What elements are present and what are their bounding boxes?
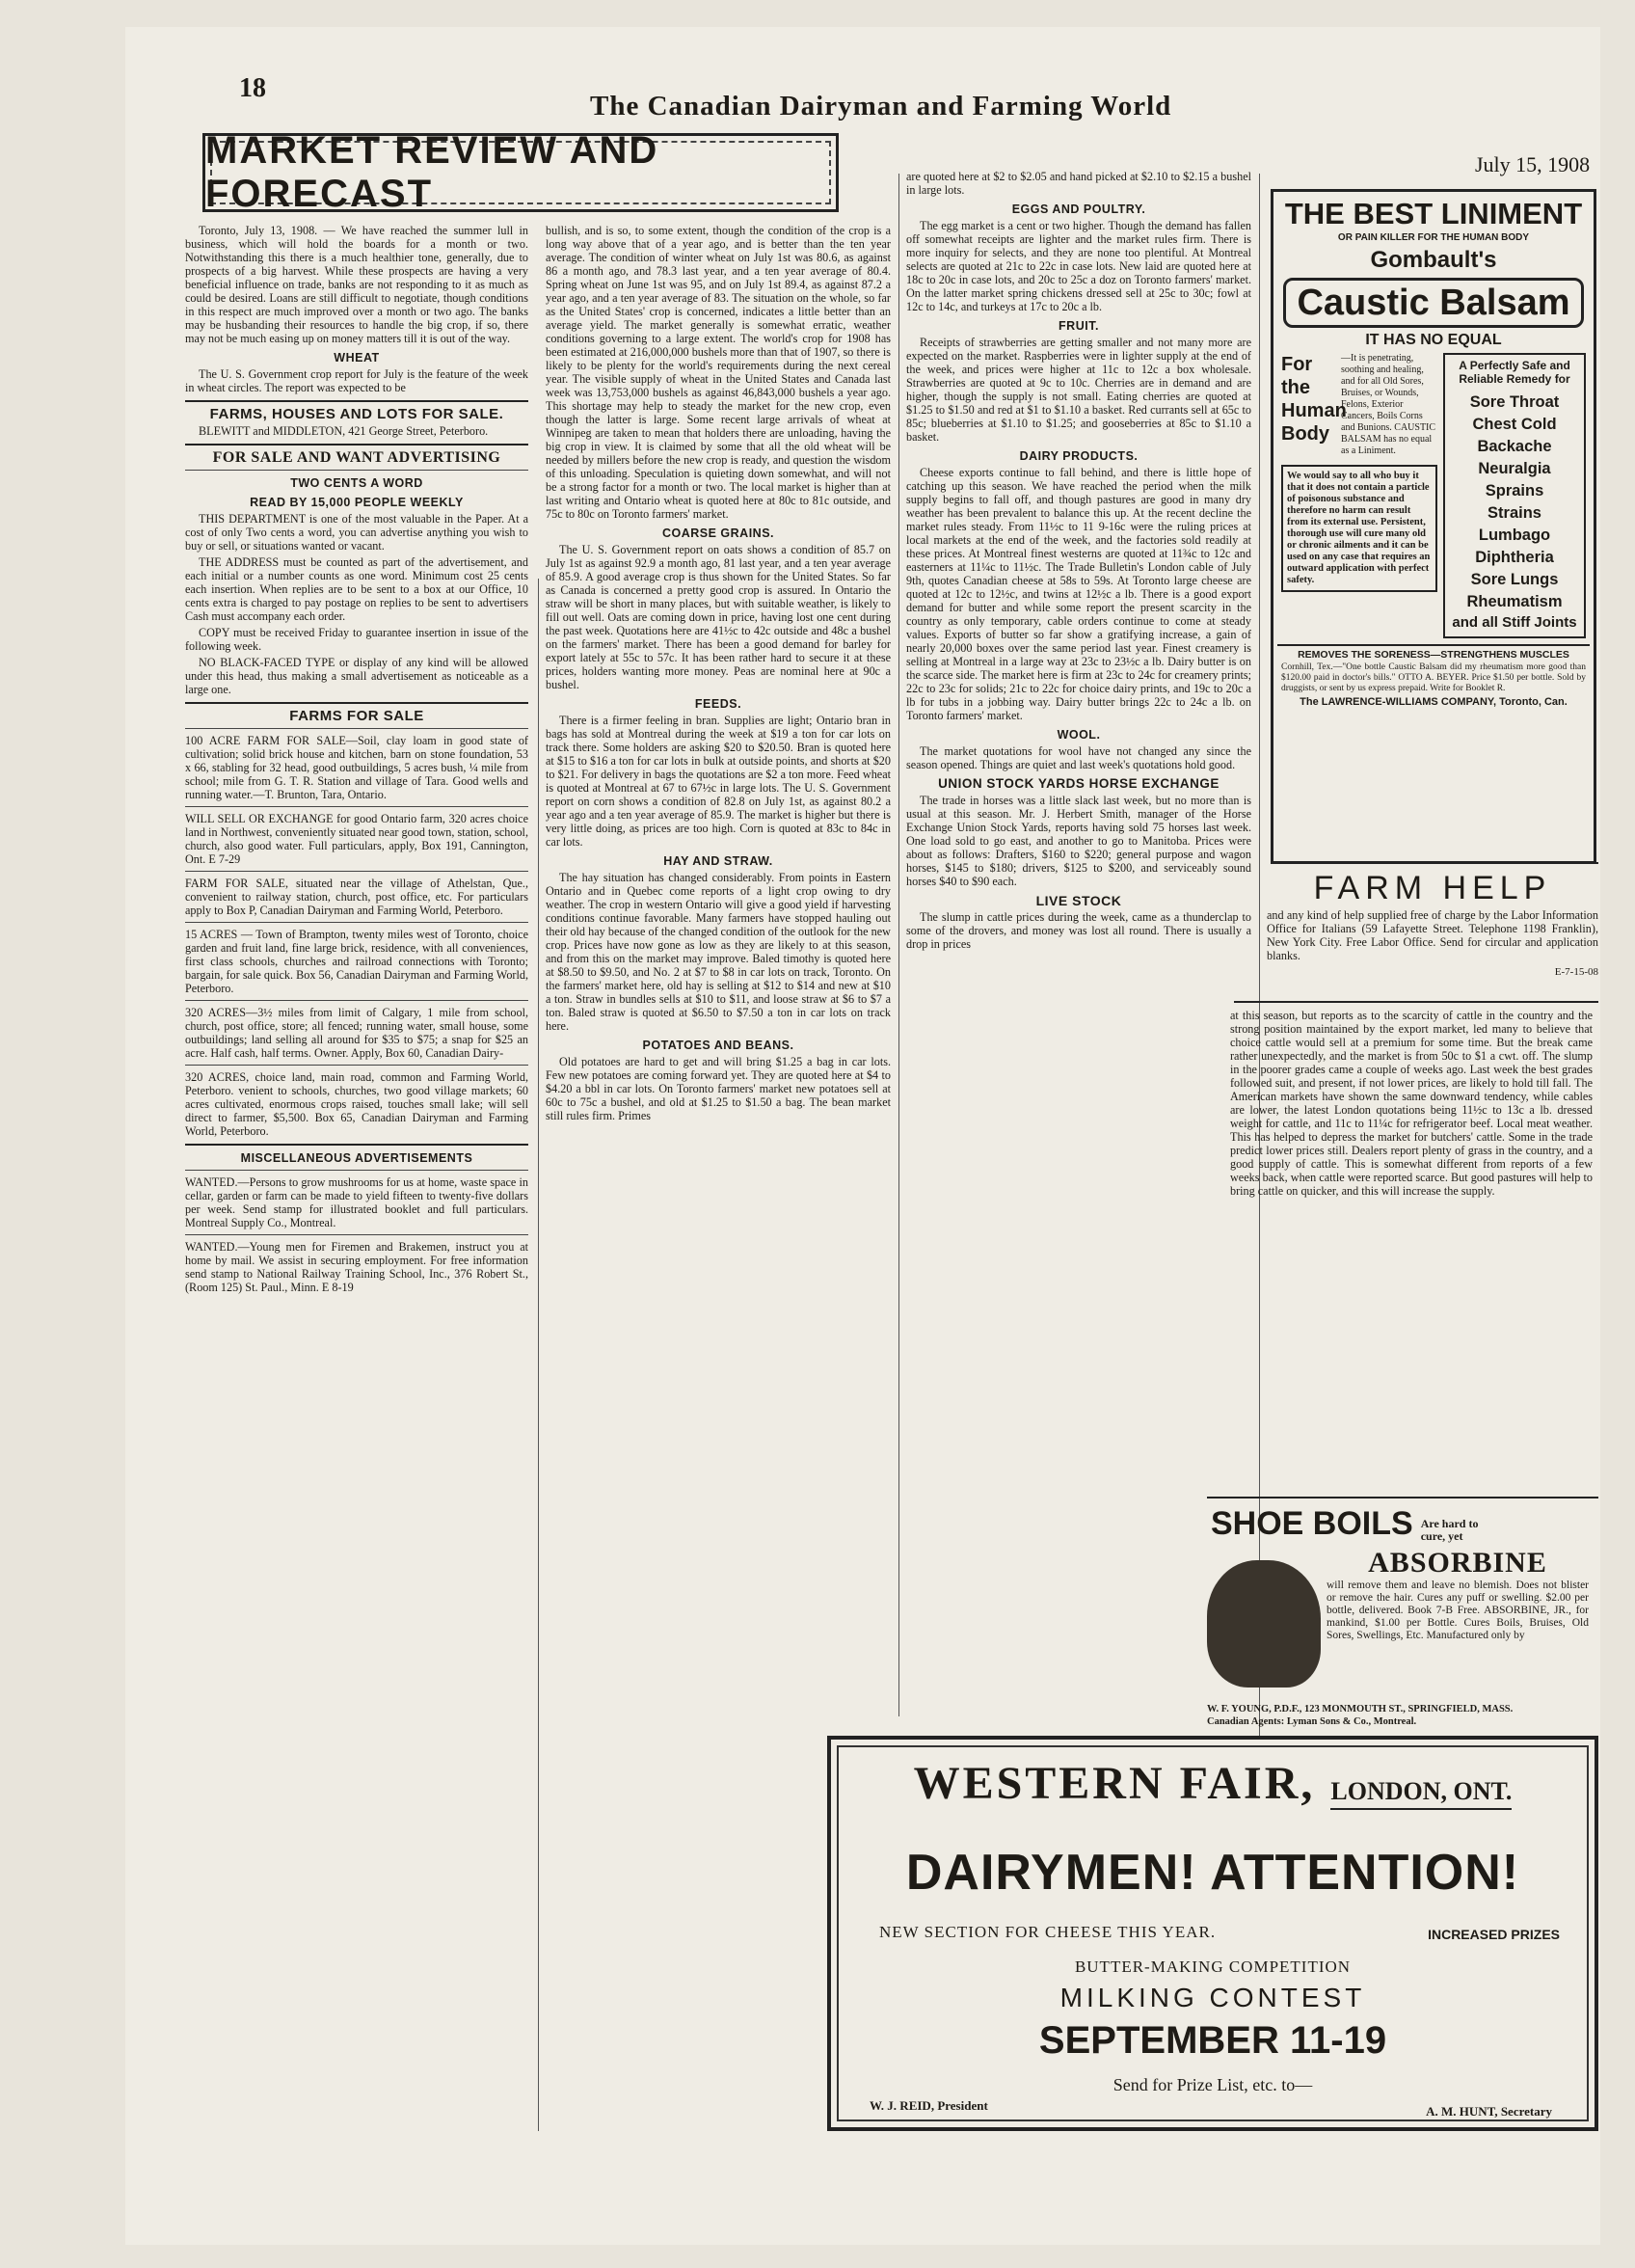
masthead: The Canadian Dairyman and Farming World — [590, 91, 1172, 122]
page-number: 18 — [239, 73, 266, 103]
liniment-removes: REMOVES THE SORENESS—STRENGTHENS MUSCLES — [1277, 644, 1590, 661]
fruit-heading: FRUIT. — [1059, 319, 1099, 333]
beans-continued: are quoted here at $2 to $2.05 and hand picked at $2.10 to $2.15 a bushel in large lots. — [906, 170, 1251, 197]
horse-hoof-illustration — [1207, 1560, 1321, 1688]
issue-date: July 15, 1908 — [1475, 152, 1591, 176]
feeds-heading: FEEDS. — [694, 697, 742, 711]
shoe-boils-title: SHOE BOILS — [1211, 1505, 1413, 1542]
farm-help-text: and any kind of help supplied free of charge by the Labor Information Office for Italians (59 Lafayette Street. Telephone 1198 Franklin), New York City. Free Labor Office. Send for circular and application blanks. — [1267, 908, 1598, 962]
ailment-item: Diphtheria — [1475, 549, 1554, 566]
market-intro: Toronto, July 13, 1908. — We have reached the summer lull in business, which will hold the boards for a month or two. Notwithstanding this there is a much healthier tone, generally, due to prospects of a big harvest. While these prospects are having a very beneficial influence on trade, banks are not responding to it as much as could be desired. Loans are still difficult to negotiate, though conditions in this respect are much improved over a month or two ago. The banks may be husbanding their resources to handle the big crop, if so, there may not be much easing up on money matters till it is out of the way. — [185, 224, 528, 345]
wheat-text-a: The U. S. Government crop report for July is the feature of the week in wheat circles. The report was expected to be — [185, 367, 528, 394]
live-stock-text-a: The slump in cattle prices during the week, came as a thunderclap to some of the drovers, and money was lost all round. There is usually a drop in prices — [906, 910, 1251, 951]
wool-text: The market quotations for wool have not changed any since the season opened. Things are quiet and last week's quotations hold good. — [906, 744, 1251, 771]
liniment-brand: Gombault's — [1370, 247, 1497, 273]
fair-place: LONDON, ONT. — [1330, 1777, 1512, 1810]
eggs-poultry-heading: EGGS AND POULTRY. — [1011, 202, 1146, 216]
dept-text: THIS DEPARTMENT is one of the most valuable in the Paper. At a cost of only Two cents a word, you can advertise anything you wish to buy or sell, or situations wanted or vacant. — [185, 512, 528, 553]
eggs-poultry-text: The egg market is a cent or two higher. Though the demand has fallen off somewhat receipts are lighter and the market rules firm. There is more inquiry for selects, and they are none too plentiful. At Montreal selects are quoted at 21c to 22c in case lots. New laid are quoted here at 18c to 20c in case lots, and 20c to 25c a doz on Toronto farmers' market. On the latter market spring chickens dressed sell at 25c to 30c; fowl at 12c to 14c, and turkeys at 17c to 20c a lb. — [906, 219, 1251, 313]
ailment-item: Lumbago — [1478, 526, 1551, 544]
hay-straw-heading: HAY AND STRAW. — [663, 854, 773, 868]
shoe-boils-ad — [1207, 1504, 1593, 1736]
copy-text: COPY must be received Friday to guarantee insertion in issue of the following week. — [185, 626, 528, 653]
absorbine-maker: W. F. YOUNG, P.D.F., 123 MONMOUTH ST., SPRINGFIELD, MASS. — [1207, 1704, 1514, 1714]
coarse-grains-text: The U. S. Government report on oats shows a condition of 85.7 on July 1st as against 92.9 a month ago, 81 last year, and a ten year average of 85.9. A good average crop is thus shown for the United States. So far as Canada is concerned a pretty good crop is assured. In Ontario the straw will be short in many places, but with suitable weather, is likely to fill out well. Oats are coming down in price, having lost one cent during the past week. Quotations here are 41½c to 42c outside and 48c a bushel on the farmers' market. There has been a good demand for barley for export lately at 55c to 57c. It has been rather hard to secure it at these prices, holders wanting more money. Peas are nominal here at 90c a bushel. — [546, 543, 891, 691]
absorbine-text: will remove them and leave no blemish. Does not blister or remove the hair. Cures any puff or swelling. $2.00 per bottle, delivered. Book 7-B Free. ABSORBINE, JR., for mankind, $1.00 per Bottle. Cures Boils, Bruises, Old Sores, Swellings, Etc. Manufactured only by — [1327, 1580, 1589, 1641]
classified-ad: FARM FOR SALE, situated near the village of Athelstan, Que., convenient to railway station, church, post office, etc. For particulars apply to Box P, Canadian Dairyman and Farming World, Peterboro. — [185, 877, 528, 917]
fruit-text: Receipts of strawberries are getting smaller and not many more are expected on the market. Raspberries were in lighter supply at the end of the week, and prices were higher at 11c to 12c a box wholesale. Strawberries are quoted at 9c to 10c. Cherries are in demand and are higher, though the supply is not small. Eating cherries are quoted at $1.25 to $1.50 and red at $1 to $1.10 a basket. Red currants sell at 65c to 85c; blueberries at $1.10 to $1.25; and gooseberries at 85c to $1.10 a basket. — [906, 336, 1251, 444]
coarse-grains-heading: COARSE GRAINS. — [661, 526, 775, 540]
wheat-heading: WHEAT — [334, 351, 380, 364]
liniment-title: THE BEST LINIMENT — [1284, 197, 1583, 230]
misc-ads-heading: MISCELLANEOUS ADVERTISEMENTS — [240, 1151, 473, 1165]
ailment-item: Sprains — [1485, 482, 1544, 500]
liniment-product: Caustic Balsam — [1297, 283, 1570, 323]
shoe-ad-rule — [1207, 1497, 1598, 1498]
classified-ad: WANTED.—Young men for Firemen and Brakemen, instruct you at home by mail. We assist in securing employment. For free information send stamp to National Railway Training School, Inc., 376 Robert St., (Room 125) St. Paul., Minn. E 8-19 — [185, 1240, 528, 1294]
classified-ad: 320 ACRES—3½ miles from limit of Calgary, 1 mile from school, church, post office, store; all fenced; running water, small house, some outbuildings; land selling all around for $35 to $75; a snap for $25 an acre. Half cash, half terms. Owner. Apply, Box 60, Canadian Dairy- — [185, 1006, 528, 1060]
farm-help-code: E-7-15-08 — [1554, 966, 1598, 978]
ailment-item: Sore Throat — [1469, 393, 1560, 411]
wheat-text-b: bullish, and is so, to some extent, though the condition of the crop is a long way above that of a year ago, and is better than the ten year average. The condition of winter wheat on July 1st was 80.6, as against 86 a month ago, and 78.3 last year, and a ten year average of 80.4. Spring wheat on June 1st was 95, and on July 1st 89.4, as against 87.2 a year ago, and a ten year average of 83. The situation on the whole, so far as the United States' crop is concerned, indicates a little better than an average yield. The market generally is somewhat erratic, weather conditions governing to a large extent. The world's crop for 1908 has been estimated at 216,000,000 bushels more than that of 1907, so there is likely to be plenty for the world's requirements during the next cereal year. The visible supply of wheat in the United States and Canada last week was 13,753,000 bushels as against 46,843,000 bushels a year ago. This shortage may help to steady the market for the new crop, even though the latter is large. Some recent large arrivals of wheat at Winnipeg are taken to mean that holders there are unloading, having the big crop in view. It is claimed by some that all the old wheat will be needed by millers before the new crop is ready, and question the wisdom of this unloading. Speculation is quieting down somewhat, and will not be a strong factor for a month or two. The local market is higher than at last writing and Ontario wheat is quoted here at 80c to 81c outside, and 75c to 80c on Toronto farmers' market. — [546, 224, 891, 521]
liniment-testimonial: Cornhill, Tex.—"One bottle Caustic Balsam did my rheumatism more good than $120.00 paid in doctor's bills." OTTO A. BEYER. Price $1.50 per bottle. Sold by druggists, or sent by us express prepaid. Write for Booklet R. — [1281, 662, 1586, 693]
potatoes-beans-text: Old potatoes are hard to get and will bring $1.25 a bag in car lots. Few new potatoes are coming forward yet. They are quoted here at $4 to $4.20 a bbl in car lots. On Toronto farmers' market new potatoes sell at 60c to 75c a bushel, and old at $1.25 to $1.50 a bag. The bean market still rules firm. Primes — [546, 1055, 891, 1122]
fair-prizes: INCREASED PRIZES — [1428, 1927, 1560, 1942]
address-text: THE ADDRESS must be counted as part of the advertisement, and each initial or a number counts as one word. Minimum cost 25 cents each insertion. When replies are to be sent to a box at our Office, 10 cents extra is charged to pay postage on replies to be sent to advertisers Cash must accompany each order. — [185, 555, 528, 623]
ailment-item: Backache — [1477, 438, 1552, 455]
fair-president: W. J. REID, President — [870, 2098, 988, 2113]
column-rule — [538, 579, 539, 2131]
for-human-body-label: For the Human Body — [1281, 354, 1347, 445]
column-3 — [906, 170, 1251, 1732]
column-rule — [898, 174, 899, 1716]
farm-help-rule — [1234, 1001, 1598, 1003]
liniment-for-text: —It is penetrating, soothing and healing, and for all Old Sores, Bruises, or Wounds, Felons, Exterior Cancers, Boils Corns and Bunions. CAUSTIC BALSAM has no equal as a Liniment. — [1341, 353, 1436, 456]
hay-straw-text: The hay situation has changed considerably. From points in Eastern Ontario and in Quebec come reports of a light crop owing to dry weather. The crop in western Ontario will give a good yield if harvesting conditions continue favorable. Many farmers have stopped hauling out their old hay because of the changed condition of the outlook for the new crop. Prices have now gone as low as they are likely to at this season, and from this on the market may improve. Baled timothy is quoted here at $8.50 to $9.50, and No. 2 at $7 to $8 in car lots on track, Toronto. On the farmers' market here, old hay is selling at $12 to $14 and new at $10 a ton. Straw in bundles sells at $10 to $11, and loose straw at $6 to $7 a ton. Baled straw is quoted at $6.50 to $7.50 a ton in car lots on track here. — [546, 871, 891, 1033]
column-1 — [185, 224, 528, 2133]
feeds-text: There is a firmer feeling in bran. Supplies are light; Ontario bran in bags has sold at Montreal during the week at $19 a ton for car lots on track there. Some holders are asking $20 to $20.50. Bran is quoted here at $15 to $16 a ton for car lots in bulk at outside points, and shorts at $20 to $21. For delivery in bags the quotations are $2 a ton more. Feed wheat is quoted at Montreal at 67 to 67½c in large lots. The U. S. Government report on corn shows a condition of 82.8 on July 1st, as against 80.2 a year ago and a ten year average of 85.9. The market is higher but there is very little doing, as prices are too high. Corn is quoted at 83c to 84c in car lots. — [546, 714, 891, 849]
potatoes-beans-heading: POTATOES AND BEANS. — [642, 1039, 794, 1052]
for-sale-want-heading: FOR SALE AND WANT ADVERTISING — [212, 449, 501, 466]
product-name-box — [1283, 278, 1584, 328]
dairy-products-text: Cheese exports continue to fall behind, and there is little hope of catching up this season. We have reached the period when the milk supply begins to fall off, and though pastures are good in many dry weather has been prevalent to balance this up. At the recent decline the market rules steady. From 11½c to 11 9-16c were the ruling prices at local markets at the end of the week, and the factories sold readily at these prices. At Montreal finest westerns are quoted at 11¾c to 12c and easterners at 11¼c to 11½c. The Trade Bulletin's London cable of July 9th, quotes Canadian cheese at 58s to 59s. At Toronto large cheese are quoted at 12c to 12½c, and twins at 12½c a lb. There is a good export demand for butter and while some report the present scarcity in the country as only temporary, cable orders continue to come at steady values. Exports of butter so far show a gratifying increase, a gain of nearly 20,000 boxes over the same period last year. Finest creamery is selling at Montreal in a large way at 23c to 23½c a lb. Dairy butter is on the scarce side. The market here is firm at 23c to 24c for creamery prints; 22c to 23c for solids; 21c to 22c for choice dairy prints, and 19c to 20c a lb for tubs in a jobbing way. Dairy butter brings 22c to 24c a lb. on Toronto farmers' market. — [906, 466, 1251, 722]
classified-ad: 320 ACRES, choice land, main road, common and Farming World, Peterboro. venient to schools, churches, two good village markets; 60 acres cultivated, enormous crops raised, touches small lake; will sell direct to farmer, $5,500. Box 65, Canadian Dairyman and Farming World, Peterboro. — [185, 1070, 528, 1138]
farms-houses-text: BLEWITT and MIDDLETON, 421 George Street, Peterboro. — [199, 424, 489, 438]
read-by-heading: READ BY 15,000 PEOPLE WEEKLY — [250, 496, 464, 509]
fair-dates: SEPTEMBER 11-19 — [1038, 2019, 1387, 2062]
liniment-ad — [1271, 189, 1596, 864]
fair-attention: DAIRYMEN! ATTENTION! — [905, 1845, 1520, 1901]
horse-exchange-heading: UNION STOCK YARDS HORSE EXCHANGE — [938, 776, 1220, 791]
classified-ad: WANTED.—Persons to grow mushrooms for us at home, waste space in cellar, garden or farm can be made to yield fifteen to twenty-five dollars per week. Send stamp for illustrated booklet and full particulars. Montreal Supply Co., Montreal. — [185, 1175, 528, 1229]
ailment-item: Rheumatism — [1466, 593, 1563, 610]
farm-help-rule — [1271, 862, 1598, 864]
farm-help-ad — [1267, 868, 1598, 1003]
fair-milking: MILKING CONTEST — [1059, 1983, 1366, 2012]
ailment-item: Strains — [1488, 504, 1541, 522]
liniment-company: The LAWRENCE-WILLIAMS COMPANY, Toronto, Can. — [1300, 696, 1568, 708]
ailment-item: Neuralgia — [1478, 460, 1551, 477]
fair-secretary: A. M. HUNT, Secretary — [1426, 2104, 1552, 2119]
column-4 — [1230, 1009, 1593, 1491]
farms-for-sale-heading: FARMS FOR SALE — [289, 708, 424, 724]
ailment-item: Sore Lungs — [1470, 571, 1559, 588]
two-cents-heading: TWO CENTS A WORD — [290, 476, 423, 490]
liniment-subtitle: OR PAIN KILLER FOR THE HUMAN BODY — [1337, 232, 1530, 243]
farm-help-title: FARM HELP — [1313, 870, 1552, 906]
fair-title: WESTERN FAIR, — [913, 1758, 1316, 1809]
classified-ad: WILL SELL OR EXCHANGE for good Ontario farm, 320 acres choice land in Northwest, conveniently situated near good town, station, school, church, also good water. Full particulars, apply, Box 191, Cannington, Ont. E 7-29 — [185, 812, 528, 866]
ailment-item: Chest Cold — [1472, 416, 1557, 433]
classified-ad: 15 ACRES — Town of Brampton, twenty miles west of Toronto, choice garden and fruit land, fine large brick, residence, with all conveniences, first class schools, churches and railroad connections with Toronto; bargain, for sale quick. Box 56, Canadian Dairyman and Farming World, Peterboro. — [185, 928, 528, 995]
live-stock-heading: LIVE STOCK — [1035, 893, 1122, 908]
live-stock-text-b: at this season, but reports as to the scarcity of cattle in the country and the strong position maintained by the export market, led many to believe that choice cattle would sell at a premium for some time. But the break came rather unexpectedly, and the market is from 50c to $1 a cwt. off. The slump in the poorer grades came a couple of weeks ago. Last week the best grades followed suit, and present, if not lower prices, are likely to hold till fall. The American markets have shown the same downward tendency, while cables are lower, the latest London quotations being 11½c to 13c a lb. dressed weight for cattle, and 11c to 11¼c for refrigerator beef. Local meat weather. This has helped to depress the market for butchers' cattle. Some in the trade predict lower prices still. Dealers report plenty of grass in the country, and a good supply of cattle. This is somewhat different from reports of a few weeks back, when cattle were reported scarce. But good pastures will help to bring cattle on quicker, and this will increase the supply. — [1230, 1009, 1593, 1198]
fair-butter: BUTTER-MAKING COMPETITION — [1074, 1958, 1352, 1976]
noblack-text: NO BLACK-FACED TYPE or display of any kind will be allowed under this head, thus making a small advertisement as noticeable as a large one. — [185, 656, 528, 696]
wool-heading: WOOL. — [1057, 728, 1101, 742]
fair-send: Send for Prize List, etc. to— — [1112, 2075, 1313, 2094]
liniment-safety-note: We would say to all who buy it that it does not contain a particle of poisonous substance and therefore no harm can result from its external use. Persistent, thorough use will cure many old or chronic ailments and it can be used on any case that requires an outward application with perfect safety. — [1281, 465, 1437, 592]
absorbine-agents: Canadian Agents: Lyman Sons & Co., Montreal. — [1207, 1716, 1417, 1727]
fair-new-section: NEW SECTION FOR CHEESE THIS YEAR. — [879, 1923, 1217, 1941]
western-fair-ad — [827, 1736, 1598, 2131]
absorbine-brand: ABSORBINE — [1368, 1547, 1547, 1579]
horse-exchange-text: The trade in horses was a little slack last week, but no more than is usual at this season. Mr. J. Herbert Smith, manager of the Horse Exchange Union Stock Yards, reports having sold 75 horses last week. One load sold to go east, and another to go to Manitoba. Prices were about as follows: Drafters, $160 to $220; general purpose and wagon horses, $145 to $180; drivers, $125 to $200, and serviceably sound horses $40 to $90 each. — [906, 794, 1251, 888]
classified-ad: 100 ACRE FARM FOR SALE—Soil, clay loam in good state of cultivation; solid brick house and kitchen, barn on stone foundation, 53 x 66, stabling for 32 head, good outbuildings, 5 acres bush, ¼ mile from school; mile from G. T. R. Station and village of Tara. Good wells and running water.—T. Brunton, Tara, Ontario. — [185, 734, 528, 801]
market-review-heading: MARKET REVIEW AND FORECAST — [202, 133, 839, 212]
remedy-text: A Perfectly Safe and Reliable Remedy for — [1459, 359, 1570, 386]
dairy-products-heading: DAIRY PRODUCTS. — [1019, 449, 1139, 463]
shoe-boils-aside: Are hard to cure, yet — [1420, 1517, 1479, 1543]
farms-houses-heading: FARMS, HOUSES AND LOTS FOR SALE. — [209, 406, 504, 422]
liniment-no-equal: IT HAS NO EQUAL — [1365, 332, 1502, 348]
ailment-item: and all Stiff Joints — [1452, 614, 1577, 631]
ailments-box — [1443, 353, 1586, 638]
